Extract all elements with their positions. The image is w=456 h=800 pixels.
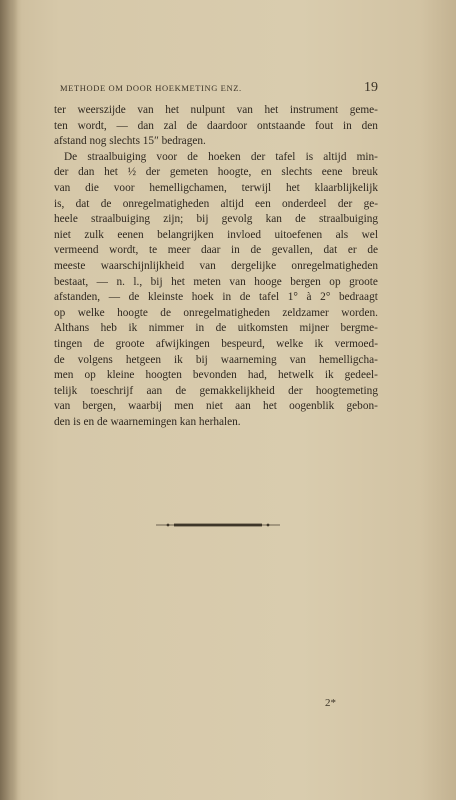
text-line: Althans heb ik nimmer in de uitkomsten mijner bergme- bbox=[54, 322, 378, 335]
text-line: men op kleine hoogten bevonden had, hetwelk ik gedeel- bbox=[54, 369, 378, 382]
text-line: niet zulk eenen belangrijken invloed uitoefenen als wel bbox=[54, 228, 378, 241]
text-line: ten wordt, — dan zal de daardoor ontstaande fout in den bbox=[54, 119, 378, 132]
text-line: der dan het ½ der gemeten hoogte, en slechts eene breuk bbox=[54, 166, 378, 179]
book-gutter bbox=[0, 0, 18, 800]
text-line: de volgens hetgeen ik bij waarneming van hemelligcha- bbox=[54, 353, 378, 366]
body-text bbox=[54, 103, 378, 430]
text-line: tingen de groote afwijkingen bespeurd, welke ik vermoed- bbox=[54, 337, 378, 350]
text-line: afstand nog slechts 15″ bedragen. bbox=[54, 135, 206, 148]
page-number: 19 bbox=[364, 80, 378, 95]
text-line: van bergen, waarbij men niet aan het oogenblik gebon- bbox=[54, 400, 378, 413]
text-line: heele straalbuiging zijn; bij gevolg kan de straalbuiging bbox=[54, 213, 378, 226]
section-ornament bbox=[156, 522, 280, 528]
text-line: van die voor hemelligchamen, terwijl het klaarblijkelijk bbox=[54, 181, 378, 194]
text-line: is, dat de onregelmatigheden altijd een onderdeel der ge- bbox=[54, 197, 378, 210]
signature-mark: 2* bbox=[325, 697, 336, 709]
text-line: De straalbuiging voor de hoeken der tafel is altijd min- bbox=[64, 150, 378, 163]
text-line: den is en de waarnemingen kan herhalen. bbox=[54, 415, 241, 428]
text-line: telijk toeschrijf aan de gemakkelijkheid der hoogtemeting bbox=[54, 384, 378, 397]
text-line: meeste waarschijnlijkheid van dergelijke onregelmatigheden bbox=[54, 259, 378, 272]
text-line: ter weerszijde van het nulpunt van het instrument geme- bbox=[54, 104, 378, 116]
text-line: afstanden, — de kleinste hoek in de tafel 1° à 2° bedraagt bbox=[54, 291, 378, 304]
running-head: METHODE OM DOOR HOEKMETING ENZ. bbox=[60, 83, 242, 93]
text-line: bestaat, — n. l., bij het meten van hooge bergen op groote bbox=[54, 275, 378, 288]
text-line: op welke hoogte de onregelmatigheden zeldzamer worden. bbox=[54, 306, 378, 319]
text-line: vermeend wordt, te meer daar in de gevallen, dat er de bbox=[54, 244, 378, 257]
page-header bbox=[60, 80, 378, 96]
